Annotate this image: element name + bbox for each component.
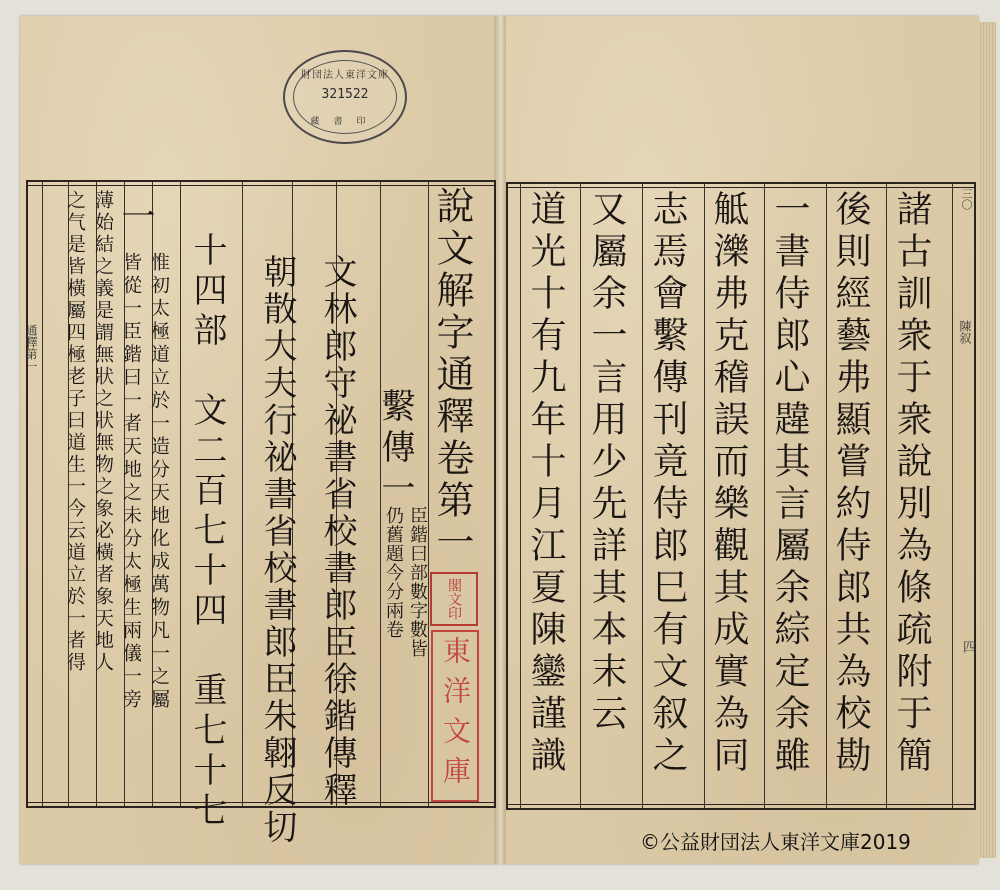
commentary-line-3: 薄始結之義是謂無狀之狀無物之象必橫者象天地人 bbox=[92, 190, 114, 674]
head-character: 一 bbox=[115, 198, 155, 239]
section-counts: 十四部 文二百七十四 重七十七 bbox=[187, 232, 227, 832]
page-stack-edge bbox=[978, 22, 996, 858]
preface-col-5: 志焉會繫傳刊竟侍郎巳有文叙之 bbox=[647, 190, 688, 778]
author-line-1: 文林郎守祕書省校書郎臣徐鍇傳釋 bbox=[317, 254, 357, 809]
right-margin-label: 陳叙 bbox=[958, 320, 972, 344]
preface-col-1: 諸古訓衆于衆說別為條疏附于簡 bbox=[891, 190, 932, 778]
subtitle-main: 繫傳一 bbox=[375, 388, 415, 511]
commentary-line-2: 皆從一臣鍇曰一者天地之未分太極生兩儀一旁 bbox=[120, 252, 142, 712]
preface-col-2: 後則經藝弗顯嘗約侍郎共為校勘 bbox=[830, 190, 871, 778]
subtitle-note-1: 臣鍇曰部數字數皆 bbox=[407, 506, 428, 658]
author-line-2: 朝散大夫行祕書省校書郎臣朱翺反切 bbox=[257, 254, 297, 846]
preface-col-4: 觝濼弗克稽誤而樂觀其成實為同 bbox=[708, 190, 749, 778]
commentary-line-1: 惟初太極道立於一造分天地化成萬物凡一之屬 bbox=[148, 252, 170, 712]
subtitle-note-2: 仍舊題今分兩卷 bbox=[383, 506, 404, 639]
stamp-round-top: 財団法人東洋文庫 bbox=[301, 70, 389, 81]
preface-col-3: 一書侍郎心韙其言屬余綜定余雖 bbox=[769, 190, 810, 778]
library-round-stamp bbox=[283, 50, 407, 144]
red-square-seal: 閣文印 bbox=[430, 572, 478, 626]
right-margin-top: 三〇 bbox=[960, 188, 973, 210]
stamp-number: 321522 bbox=[321, 87, 369, 102]
red-tall-seal: 東洋文庫 bbox=[431, 630, 479, 802]
volume-title: 說文解字通釋卷第一 bbox=[430, 186, 474, 564]
commentary-line-4: 之气是皆橫屬四極老子曰道生一今云道立於一者得 bbox=[64, 190, 86, 674]
preface-col-7: 道光十有九年十月江夏陳鑾謹識 bbox=[525, 190, 566, 778]
copyright-notice: ©公益財団法人東洋文庫2019 bbox=[640, 830, 911, 854]
preface-col-6: 又屬余一言用少先詳其本末云 bbox=[586, 190, 627, 736]
stamp-round-bottom: 藏書印 bbox=[310, 117, 380, 127]
left-margin-label: 通釋第一 bbox=[24, 324, 38, 372]
right-page-number: 四 bbox=[960, 640, 975, 653]
